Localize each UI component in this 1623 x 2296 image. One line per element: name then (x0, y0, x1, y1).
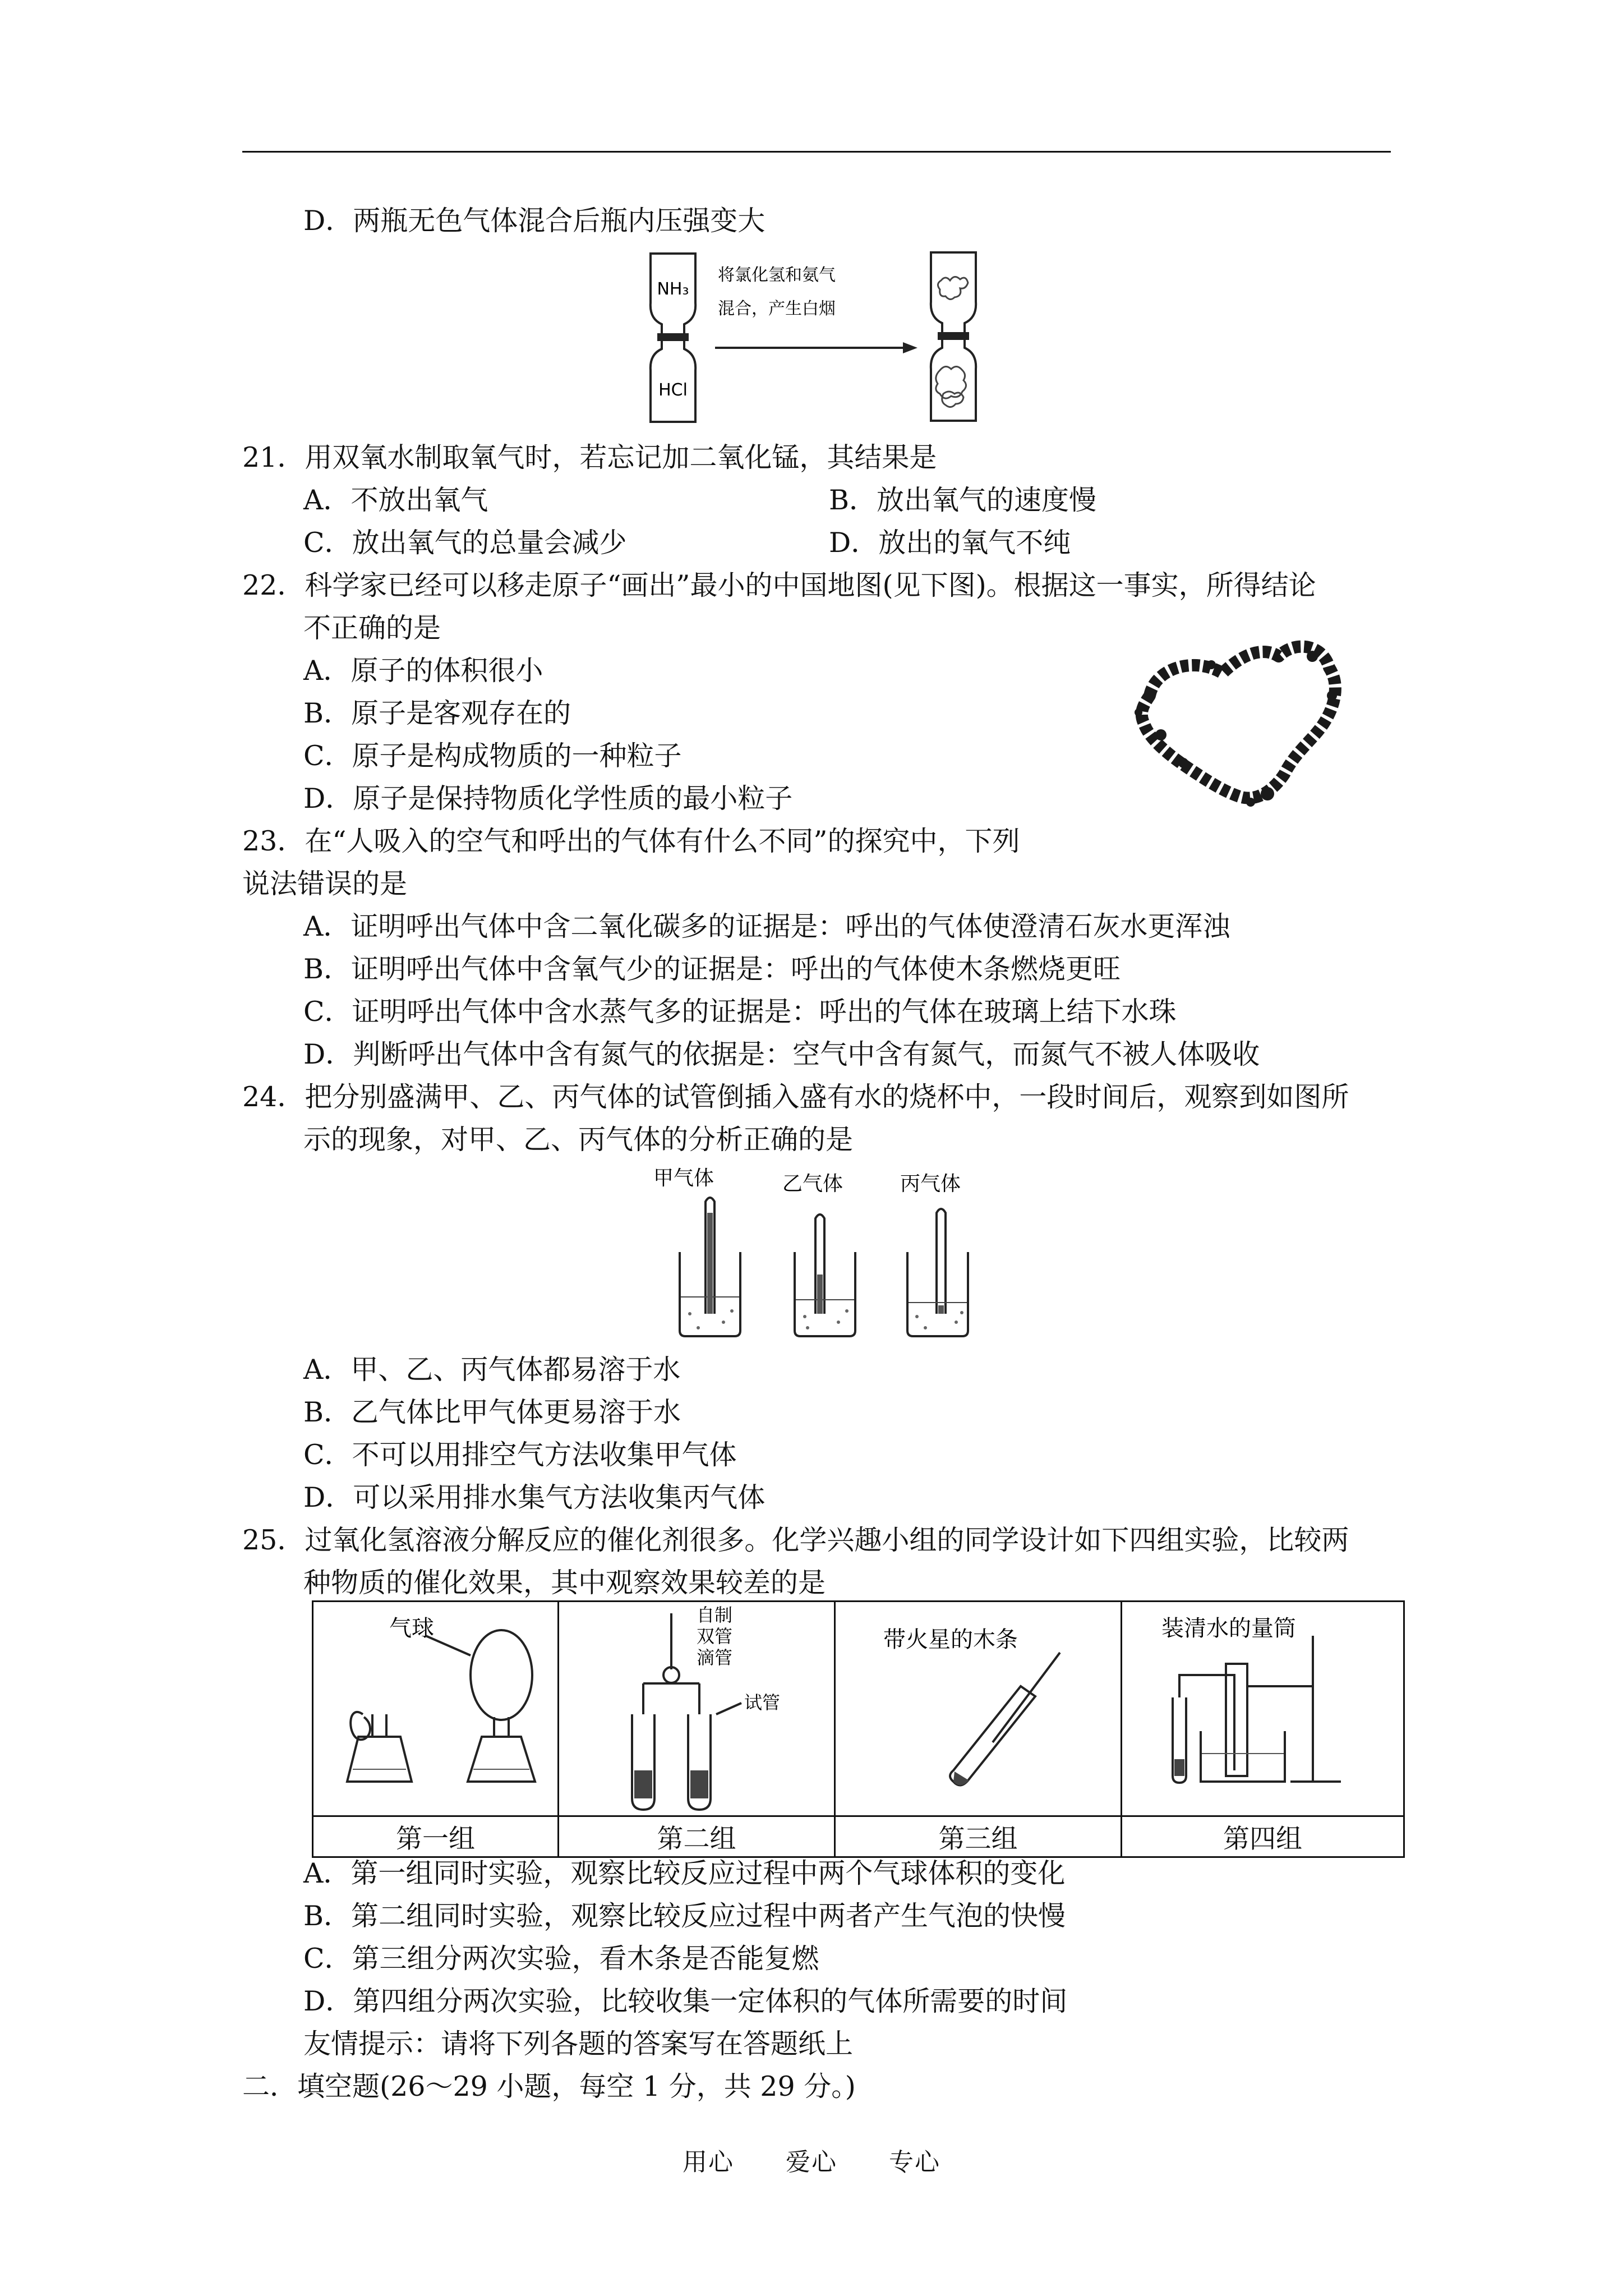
q22-stem-2: 不正确的是 (303, 612, 441, 644)
page-footer (0, 2142, 1623, 2178)
q24-option-d: D．可以采用排水集气方法收集丙气体 (303, 1481, 766, 1513)
q20-option-d: D．两瓶无色气体混合后瓶内压强变大 (303, 205, 766, 237)
dropper-label-3: 滴管 (697, 1647, 733, 1668)
q25-stem-1: 25．过氧化氢溶液分解反应的催化剂很多。化学兴趣小组的同学设计如下四组实验，比较两 (242, 1524, 1349, 1556)
group-2-caption: 第二组 (559, 1816, 835, 1857)
q25-option-a: A．第一组同时实验，观察比较反应过程中两个气球体积的变化 (303, 1857, 1066, 1889)
q23-stem-1: 23．在“人吸入的空气和呼出的气体有什么不同”的探究中，下列 (242, 825, 1020, 857)
q23-stem-2: 说法错误的是 (242, 868, 408, 900)
q22-stem-1: 22．科学家已经可以移走原子“画出”最小的中国地图(见下图)。根据这一事实，所得结论 (242, 569, 1316, 601)
arrow-text-2: 混合，产生白烟 (718, 299, 836, 319)
q21-option-b: B．放出氧气的速度慢 (829, 484, 1097, 516)
group-2-figure (559, 1602, 835, 1816)
splint-label: 带火星的木条 (883, 1627, 1018, 1653)
arrow-text-1: 将氯化氢和氨气 (718, 265, 836, 285)
footer-item-2: 爱心 (786, 2148, 837, 2177)
q24-option-b: B．乙气体比甲气体更易溶于水 (303, 1396, 681, 1428)
gas-tubes-figure (645, 1162, 993, 1347)
q23-option-b: B．证明呼出气体中含氧气少的证据是：呼出的气体使木条燃烧更旺 (303, 953, 1121, 985)
q21-option-c: C．放出氧气的总量会减少 (303, 527, 627, 559)
q24-option-a: A．甲、乙、丙气体都易溶于水 (303, 1354, 681, 1386)
answer-tip: 友情提示：请将下列各题的答案写在答题纸上 (303, 2028, 854, 2060)
q23-option-a: A．证明呼出气体中含二氧化碳多的证据是：呼出的气体使澄清石灰水更浑浊 (303, 910, 1230, 942)
q24-stem-1: 24．把分别盛满甲、乙、丙气体的试管倒插入盛有水的烧杯中，一段时间后，观察到如图所 (242, 1081, 1349, 1113)
q24-stem-2: 示的现象，对甲、乙、丙气体的分析正确的是 (303, 1124, 854, 1156)
footer-item-1: 用心 (683, 2148, 734, 2177)
group-4-figure (1122, 1602, 1404, 1816)
section-2-title: 二．填空题(26～29 小题，每空 1 分，共 29 分。) (242, 2070, 856, 2102)
label-gas-c: 丙气体 (900, 1172, 961, 1195)
dropper-label-2: 双管 (697, 1626, 733, 1647)
q23-option-c: C．证明呼出气体中含水蒸气多的证据是：呼出的气体在玻璃上结下水珠 (303, 996, 1177, 1028)
label-gas-a: 甲气体 (653, 1167, 714, 1190)
balloon-label: 气球 (389, 1616, 434, 1641)
experiment-table (312, 1600, 1405, 1858)
group-4-caption: 第四组 (1122, 1816, 1404, 1857)
hcl-label: HCl (658, 380, 688, 400)
group-1-figure (313, 1602, 559, 1816)
q21-option-d: D．放出的氧气不纯 (829, 527, 1071, 559)
q22-option-c: C．原子是构成物质的一种粒子 (303, 740, 682, 772)
q22-option-d: D．原子是保持物质化学性质的最小粒子 (303, 783, 793, 815)
group-1-caption: 第一组 (313, 1816, 559, 1857)
group-3-figure (835, 1602, 1122, 1816)
cylinder-label: 装清水的量筒 (1161, 1616, 1296, 1641)
q25-option-d: D．第四组分两次实验，比较收集一定体积的气体所需要的时间 (303, 1985, 1068, 2017)
q25-option-c: C．第三组分两次实验，看木条是否能复燃 (303, 1943, 819, 1975)
header-rule (242, 151, 1391, 153)
footer-item-3: 专心 (889, 2148, 940, 2177)
q25-option-b: B．第二组同时实验，观察比较反应过程中两者产生气泡的快慢 (303, 1900, 1066, 1932)
q22-option-a: A．原子的体积很小 (303, 655, 543, 687)
q21-stem: 21．用双氧水制取氧气时，若忘记加二氧化锰，其结果是 (242, 441, 937, 473)
group-3-caption: 第三组 (835, 1816, 1122, 1857)
atom-china-map (1127, 634, 1352, 819)
test-tube-label: 试管 (744, 1692, 781, 1713)
label-gas-b: 乙气体 (782, 1172, 843, 1195)
dropper-label-1: 自制 (697, 1604, 733, 1626)
q25-stem-2: 种物质的催化效果，其中观察效果较差的是 (303, 1567, 826, 1599)
q22-option-b: B．原子是客观存在的 (303, 697, 571, 729)
q24-option-c: C．不可以用排空气方法收集甲气体 (303, 1439, 737, 1471)
nh3-label: NH₃ (657, 279, 689, 299)
q23-option-d: D．判断呼出气体中含有氮气的依据是：空气中含有氮气，而氮气不被人体吸收 (303, 1038, 1260, 1070)
q21-option-a: A．不放出氧气 (303, 484, 488, 516)
nh3-hcl-figure (634, 247, 1054, 432)
